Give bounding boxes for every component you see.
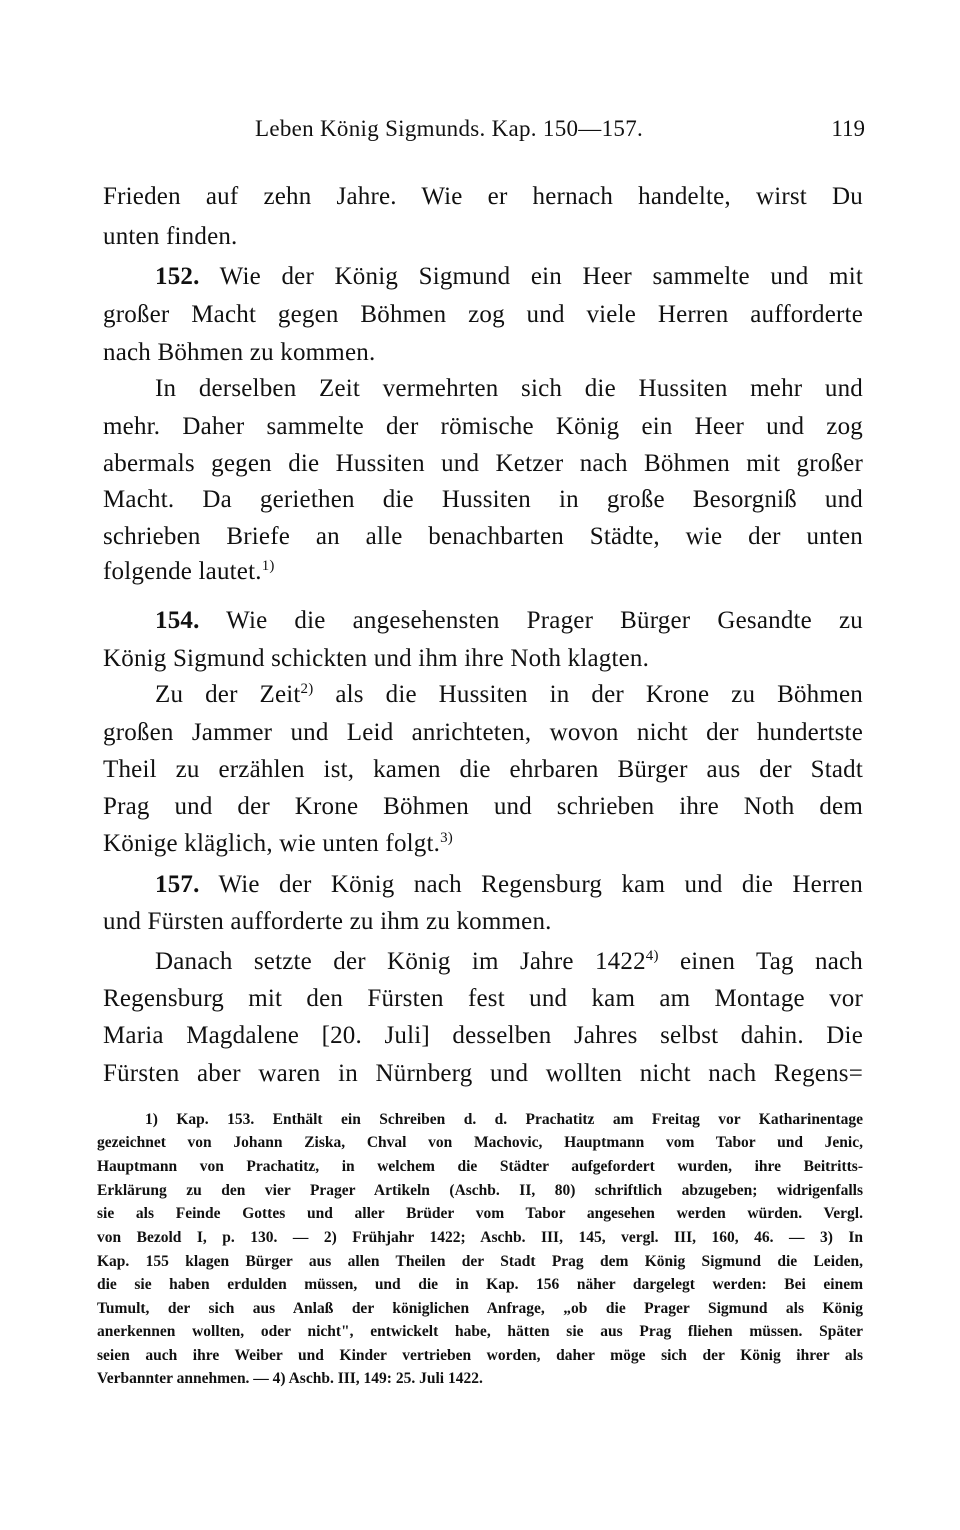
body-text: Danach setzte der König im Jahre 1422	[155, 948, 646, 975]
section-number: 157.	[155, 871, 200, 898]
footnote-line: Hauptmann von Prachatitz, in welchem die Städter aufgefordert wurden, ihre Beitritts-	[97, 1158, 863, 1175]
page-header	[255, 116, 865, 146]
footnote-line: gezeichnet von Johann Ziska, Chval von Machovic, Hauptmann vom Tabor und Jenic,	[97, 1134, 863, 1151]
body-line: Frieden auf zehn Jahre. Wie er hernach handelte, wirst Du	[103, 183, 863, 210]
body-line	[155, 680, 863, 710]
section-title: Wie der König Sigmund ein Heer sammelte und mit	[219, 263, 863, 290]
page-number: 119	[831, 116, 865, 141]
body-text: einen Tag nach	[658, 948, 863, 975]
running-title: Leben König Sigmunds. Kap. 150—157.	[255, 116, 644, 141]
body-text: als die Hussiten in der Krone zu Böhmen	[313, 681, 863, 708]
footnote-mark: 1)	[261, 558, 275, 574]
body-line: Maria Magdalene [20. Juli] desselben Jahres selbst dahin. Die	[103, 1022, 863, 1049]
footnote-line: anerkennen wollten, oder nicht", entwickelt habe, hätten sie aus Prag fliehen müssen. Später	[97, 1323, 863, 1340]
body-line: nach Böhmen zu kommen.	[103, 339, 376, 366]
footnote-line: die sie haben erdulden müssen, und die in Kap. 156 näher dargelegt werden: Bei einem	[97, 1276, 863, 1293]
body-line: König Sigmund schickten und ihm ihre Noth klagten.	[103, 645, 650, 672]
footnote-line: seien auch ihre Weiber und Kinder vertrieben worden, daher möge sich der König ihrer als	[97, 1347, 863, 1364]
body-line: Macht. Da geriethen die Hussiten in große Besorgniß und	[103, 486, 863, 513]
section-number: 152.	[155, 263, 200, 290]
footnote-mark: 3)	[440, 830, 453, 846]
body-line: schrieben Briefe an alle benachbarten Städte, wie der unten	[103, 523, 863, 550]
body-line: großen Jammer und Leid anrichteten, wovon nicht der hundertste	[103, 719, 863, 746]
footnote-line: Tumult, der sich aus Anlaß der königlichen Anfrage, „ob die Prager Sigmund als König	[97, 1300, 863, 1317]
body-line: Regensburg mit den Fürsten fest und kam am Montage vor	[103, 985, 863, 1012]
body-line: unten finden.	[103, 223, 238, 250]
footnote-line: Verbannter annehmen. — 4) Aschb. III, 149: 25. Juli 1422.	[97, 1370, 483, 1387]
body-line: und Fürsten aufforderte zu ihm zu kommen.	[103, 908, 552, 935]
body-line: mehr. Daher sammelte der römische König ein Heer und zog	[103, 413, 863, 440]
body-line	[103, 829, 863, 859]
footnote-line: 1) Kap. 153. Enthält ein Schreiben d. d. Prachatitz am Freitag vor Katharinentage	[145, 1111, 863, 1128]
footnote-line: Kap. 155 klagen Bürger aus allen Theilen der Stadt Prag dem König Sigmund die Leiden,	[97, 1253, 863, 1270]
footnote-line: sie als Feinde Gottes und aller Brüder vom Tabor angesehen werden würden. Vergl.	[97, 1205, 863, 1222]
body-line: großer Macht gegen Böhmen zog und viele Herren aufforderte	[103, 301, 863, 328]
footnote-line: von Bezold I, p. 130. — 2) Frühjahr 1422; Aschb. III, 145, vergl. III, 160, 46. — 3) In	[97, 1229, 863, 1246]
footnote-mark: 4)	[645, 948, 659, 964]
body-line	[103, 557, 863, 587]
section-heading-154	[155, 606, 863, 636]
body-text: Könige kläglich, wie unten folgt.	[103, 830, 441, 857]
section-title: Wie der König nach Regensburg kam und die Herren	[218, 871, 863, 898]
body-line	[155, 947, 863, 977]
section-heading-152	[155, 262, 863, 292]
section-number: 154.	[155, 607, 200, 634]
section-title: Wie die angesehensten Prager Bürger Gesandte zu	[226, 607, 863, 634]
body-line: In derselben Zeit vermehrten sich die Hussiten mehr und	[155, 375, 863, 402]
footnote-line: Erklärung zu den vier Prager Artikeln (Aschb. II, 80) schriftlich abzugeben; widrigenfalls	[97, 1182, 863, 1199]
body-line: Prag und der Krone Böhmen und schrieben ihre Noth dem	[103, 793, 863, 820]
section-heading-157	[155, 870, 863, 900]
footnote-mark: 2)	[300, 681, 314, 697]
body-line: Fürsten aber waren in Nürnberg und wollten nicht nach Regens=	[103, 1060, 863, 1087]
body-text: Zu der Zeit	[155, 681, 301, 708]
body-text: folgende lautet.	[103, 558, 262, 585]
body-line: Theil zu erzählen ist, kamen die ehrbaren Bürger aus der Stadt	[103, 756, 863, 783]
body-line: abermals gegen die Hussiten und Ketzer nach Böhmen mit großer	[103, 450, 863, 477]
